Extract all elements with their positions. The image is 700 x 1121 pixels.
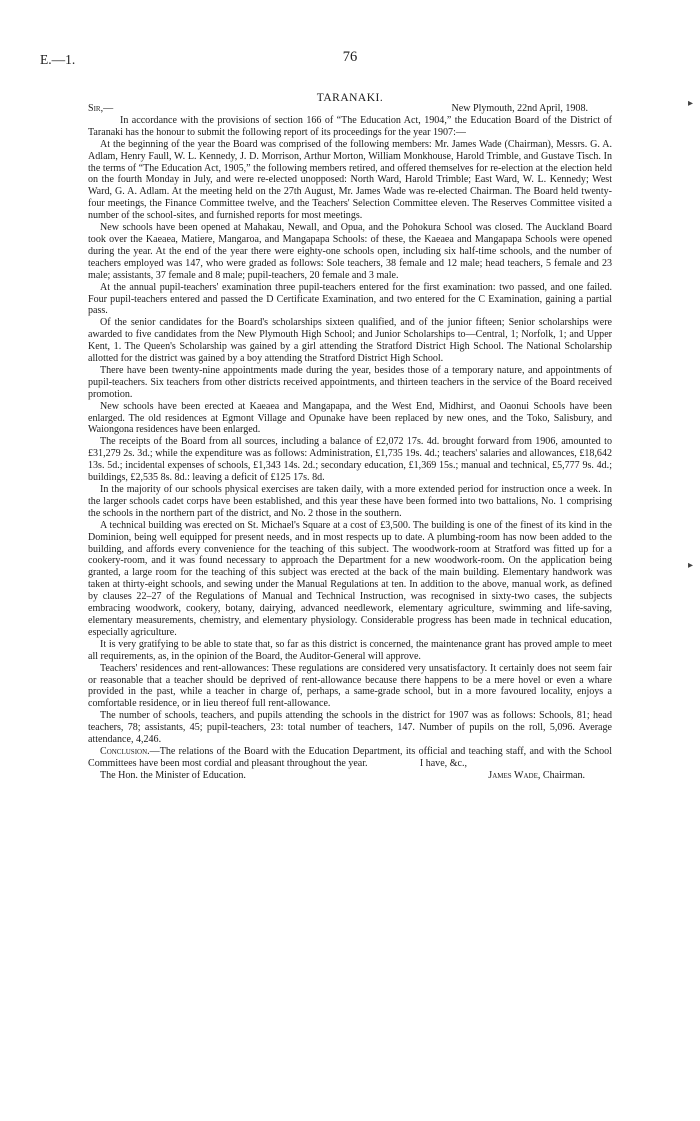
paragraph-intro: In accordance with the provisions of section 166 of “The Education Act, 1904,” the Education Board of the District of Taranaki has the honour to submit the following report of its proceedings for the year 1907:—: [88, 114, 612, 138]
closing: I have, &c.,: [419, 757, 467, 769]
salutation: Sir,—: [88, 103, 114, 114]
paragraph-residences: Teachers' residences and rent-allowances: These regulations are considered very unsatisfactory. It certainly does not seem fair or reasonable that a teacher should be deprived of rent-allowance because there happens to be a mere hovel or even a whare provided in the past, while a teacher in charge of, perhaps, a same-grade school, but in a more favoured locality, enjoys a comfortable residence, or in lieu thereof full rent-allowance.: [88, 662, 612, 710]
paragraph-members: At the beginning of the year the Board was comprised of the following members: Mr. James Wade (Chairman), Messrs. G. A. Adlam, Henry Faull, W. L. Kennedy, J. D. Morrison, Arthur Morton, William Monkhouse, Harold Trimble, and Gustave Tisch. In the terms of “The Education Act, 1905,” the following members retired, and offered themselves for re-election at the election held on the fourth Monday in July, and were re-elected unopposed: North Ward, Harold Trimble; East Ward, W. L. Kennedy; West Ward, G. A. Adlam. At the meeting held on the 27th August, Mr. James Wade was re-elected Chairman. The Board held twenty-four meetings, the Finance Committee twelve, and the Teachers' Selection Committee eleven. The Reserves Committee visited a number of the school-sites, and furnished reports for most meetings.: [88, 138, 612, 222]
paragraph-physical-exercises: In the majority of our schools physical exercises are taken daily, with a more extended period for instruction once a week. In the larger schools cadet corps have been established, and this year these have been formed into two battalions, No. 1 comprising the schools in the northern part of the district, and No. 2 those in the southern.: [88, 484, 612, 519]
conclusion-label: Conclusion.: [100, 745, 150, 757]
signature: [488, 770, 612, 782]
page-number: 76: [342, 49, 358, 65]
section-reference: E.—1.: [40, 52, 76, 67]
margin-mark-icon: ▸: [688, 98, 694, 109]
paragraph-scholarships: Of the senior candidates for the Board's scholarships sixteen qualified, and of the junior fifteen; Senior scholarships were awarded to five candidates from the New Plymouth High School; and Junior Scholarships to—Central, 1; Norfolk, 1; and Upper Kent, 1. The Queen's Scholarship was gained by a girl attending the Stratford District High School. The National Scholarship allotted for the district was gained by a boy attending the Stratford District High School.: [88, 317, 612, 365]
paragraph-receipts: The receipts of the Board from all sources, including a balance of £2,072 17s. 4d. brought forward from 1906, amounted to £31,279 2s. 3d.; while the expenditure was as follows: Administration, £1,735 19s. 4d.; teachers' salaries and allowances, £18,642 13s. 5d.; incidental expenses of schools, £1,343 14s. 2d.; secondary education, £1,369 15s.; manual and technical, £5,777 9s. 4d.; buildings, £2,535 8s. 8d.: leaving a deficit of £125 17s. 8d.: [88, 436, 612, 484]
paragraph-pupil-teachers: At the annual pupil-teachers' examination three pupil-teachers entered for the first examination: two passed, and one failed. Four pupil-teachers entered and passed the D Certificate Examination, and two entered for the C Examination, gaining a partial pass.: [88, 281, 612, 317]
signature-row: [88, 770, 612, 782]
paragraph-statistics: The number of schools, teachers, and pupils attending the schools in the district for 1907 was as follows: Schools, 81; head teachers, 78; assistants, 45; pupil-teachers, 23: total number of teachers, 147. Number of pupils on the roll, 5,096. Average attendance, 4,246.: [88, 710, 612, 746]
conclusion-text: —The relations of the Board with the Education Department, its official and teaching staff, and with the School Committees have been most cordial and pleasant throughout the year.: [88, 745, 612, 769]
salutation-row: [88, 103, 612, 115]
place-date: New Plymouth, 22nd April, 1908.: [451, 103, 588, 114]
signatory-name: James Wade: [488, 769, 538, 781]
margin-mark-icon: ▸: [688, 560, 694, 571]
paragraph-schools: New schools have been opened at Mahakau, Newall, and Opua, and the Pohokura School was closed. The Auckland Board took over the Kaeaea, Matiere, Mangaroa, and Mangapapa Schools: of these, the Kaeaea and Mangapapa Schools were opened during the year. At the end of the year there were eighty-one schools open, including six half-time schools, and the number of teachers employed was 147, who were graded as follows: Sole teachers, 38 female and 12 male; head teachers, 5 female and 23 male; assistants, 37 female and 8 male; pupil-teachers, 20 female and 3 male.: [88, 222, 612, 281]
signatory-title: , Chairman.: [537, 769, 585, 781]
paragraph-buildings: New schools have been erected at Kaeaea and Mangapapa, and the West End, Midhirst, and Oaonui Schools have been enlarged. The old residences at Egmont Village and Opunake have been replaced by new ones, and the Toko, Salisbury, and Waiongona residences have been enlarged.: [88, 400, 612, 436]
addressee: The Hon. the Minister of Education.: [100, 769, 246, 781]
paragraph-appointments: There have been twenty-nine appointments made during the year, besides those of a temporary nature, and appointments of pupil-teachers. Six teachers from other districts received appointments, and thirteen teachers in the service of the Board received promotion.: [88, 364, 612, 400]
report-title: TARANAKI.: [316, 92, 384, 104]
paragraph-technical: A technical building was erected on St. Michael's Square at a cost of £3,500. The building is one of the finest of its kind in the Dominion, being well equipped for present needs, and in most respects up to date. A plumbing-room has now been added to the building, and affords every convenience for the teaching of this subject. The woodwork-room at Stratford was fitted up for a cookery-room, and it was found necessary to approach the Department for a new woodwork-room. On the application being granted, a large room for the teaching of this subject was erected at the back of the main building. Elementary handwork was taken at thirty-eight schools, and sewing under the Manual Regulations at ten. In addition to the above, manual work, as defined by clauses 22–27 of the Regulations of Manual and Technical Instruction, was recognised in sixty-two cases, the subjects embracing woodwork, cookery, botany, dairying, advanced needlework, elementary agriculture, swimming and life-saving, elementary measurements, chemistry, and elementary physiology. Considerable progress has been made in technical education, especially agriculture.: [88, 519, 612, 638]
report-body: [88, 103, 612, 782]
paragraph-maintenance: It is very gratifying to be able to state that, so far as this district is concerned, the maintenance grant has proved ample to meet all requirements, as, in the opinion of the Board, the Auditor-General will approve.: [88, 638, 612, 662]
